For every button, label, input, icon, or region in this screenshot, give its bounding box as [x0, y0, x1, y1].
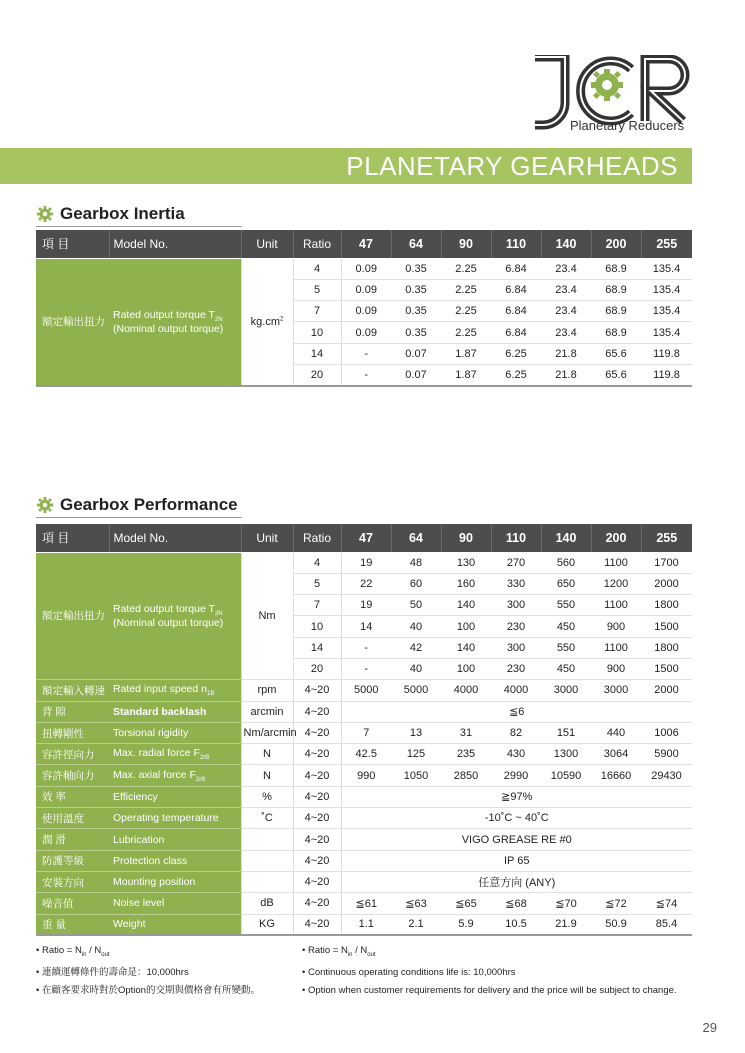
table-row — [36, 258, 692, 279]
header-ratio: Ratio — [293, 524, 341, 552]
row-label-en: Operating temperature — [109, 808, 241, 829]
table-row — [36, 722, 692, 743]
table-row — [36, 850, 692, 871]
page-number: 29 — [702, 1020, 717, 1035]
value-cell: 650 — [541, 573, 591, 594]
row-label-zh: 噪音值 — [36, 893, 109, 914]
value-cell: 23.4 — [541, 258, 591, 279]
value-cell: 2.1 — [391, 914, 441, 935]
ratio-cell: 4 — [293, 552, 341, 573]
value-cell: 300 — [491, 637, 541, 658]
note-ratio: • Ratio = $N_{in} / N_{out}$ — [36, 942, 260, 964]
value-cell: ≦61 — [341, 893, 391, 914]
value-cell: 270 — [491, 552, 541, 573]
value-cell: 100 — [441, 658, 491, 679]
performance-table — [36, 524, 692, 936]
value-cell: 2000 — [641, 573, 692, 594]
value-cell: 990 — [341, 765, 391, 786]
row-label-zh: 額定輸出扭力 — [36, 552, 109, 680]
header-size: 90 — [441, 230, 491, 258]
value-cell: 42.5 — [341, 744, 391, 765]
row-label-en: Rated output torque $T_{2N}$ (Nominal output torque) — [109, 258, 241, 386]
row-label-en: Lubrication — [109, 829, 241, 850]
ratio-cell: 4~20 — [293, 786, 341, 807]
ratio-cell: 4~20 — [293, 893, 341, 914]
value-cell: 13 — [391, 722, 441, 743]
unit-cell — [241, 871, 293, 892]
value-cell: 3064 — [591, 744, 641, 765]
value-cell: 10590 — [541, 765, 591, 786]
ratio-cell: 14 — [293, 637, 341, 658]
value-cell: 3000 — [541, 680, 591, 701]
table-row — [36, 829, 692, 850]
ratio-cell: 4~20 — [293, 808, 341, 829]
value-cell: 6.84 — [491, 301, 541, 322]
value-cell: 0.09 — [341, 301, 391, 322]
value-cell: 60 — [391, 573, 441, 594]
table-row — [36, 871, 692, 892]
value-cell: 1.1 — [341, 914, 391, 935]
value-cell: 140 — [441, 637, 491, 658]
row-label-zh: 額定輸入轉速 — [36, 680, 109, 701]
header-size: 47 — [341, 230, 391, 258]
value-cell: 65.6 — [591, 364, 641, 385]
row-label-en: Noise level — [109, 893, 241, 914]
value-cell: 140 — [441, 595, 491, 616]
value-cell: 42 — [391, 637, 441, 658]
unit-cell: arcmin — [241, 701, 293, 722]
ratio-cell: 14 — [293, 343, 341, 364]
value-cell: 40 — [391, 658, 441, 679]
ratio-cell: 7 — [293, 595, 341, 616]
unit-cell: N — [241, 744, 293, 765]
value-cell: ≦63 — [391, 893, 441, 914]
table-row — [36, 893, 692, 914]
ratio-cell: 5 — [293, 573, 341, 594]
gear-icon — [36, 205, 54, 223]
value-cell: 16660 — [591, 765, 641, 786]
table-row — [36, 765, 692, 786]
value-cell: 2000 — [641, 680, 692, 701]
value-cell: 2.25 — [441, 322, 491, 343]
value-cell: 1006 — [641, 722, 692, 743]
header-unit: Unit — [241, 230, 293, 258]
value-cell: 5900 — [641, 744, 692, 765]
value-cell: 135.4 — [641, 322, 692, 343]
header-item: 項 目 — [36, 230, 109, 258]
ratio-cell: 4~20 — [293, 744, 341, 765]
unit-cell: N — [241, 765, 293, 786]
value-cell: 21.8 — [541, 343, 591, 364]
span-value-cell: ≧97% — [341, 786, 692, 807]
value-cell: 1.87 — [441, 364, 491, 385]
row-label-zh: 額定輸出扭力 — [36, 258, 109, 386]
header-size: 110 — [491, 524, 541, 552]
value-cell: 900 — [591, 616, 641, 637]
value-cell: 7 — [341, 722, 391, 743]
ratio-cell: 20 — [293, 658, 341, 679]
value-cell: 1800 — [641, 595, 692, 616]
value-cell: 1.87 — [441, 343, 491, 364]
header-size: 90 — [441, 524, 491, 552]
value-cell: 135.4 — [641, 301, 692, 322]
value-cell: 21.9 — [541, 914, 591, 935]
value-cell: 82 — [491, 722, 541, 743]
ratio-cell: 10 — [293, 616, 341, 637]
ratio-cell: 4~20 — [293, 765, 341, 786]
span-value-cell: 任意方向 (ANY) — [341, 871, 692, 892]
ratio-cell: 7 — [293, 301, 341, 322]
span-value-cell: VIGO GREASE RE #0 — [341, 829, 692, 850]
ratio-cell: 4~20 — [293, 871, 341, 892]
header-size: 255 — [641, 230, 692, 258]
value-cell: ≦65 — [441, 893, 491, 914]
value-cell: 0.35 — [391, 258, 441, 279]
value-cell: 4000 — [441, 680, 491, 701]
row-label-zh: 重 量 — [36, 914, 109, 935]
value-cell: 2.25 — [441, 279, 491, 300]
header-size: 47 — [341, 524, 391, 552]
unit-cell — [241, 850, 293, 871]
value-cell: ≦68 — [491, 893, 541, 914]
section-underline — [36, 517, 242, 518]
value-cell: 1300 — [541, 744, 591, 765]
header-size: 200 — [591, 524, 641, 552]
table-header-row — [36, 524, 692, 552]
value-cell: 19 — [341, 595, 391, 616]
value-cell: ≦72 — [591, 893, 641, 914]
section-title-text: Gearbox Performance — [60, 495, 238, 514]
value-cell: 1700 — [641, 552, 692, 573]
value-cell: 1200 — [591, 573, 641, 594]
value-cell: 23.4 — [541, 301, 591, 322]
value-cell: 2.25 — [441, 258, 491, 279]
inertia-table — [36, 230, 692, 387]
value-cell: 14 — [341, 616, 391, 637]
row-label-en: Max. axial force $F_{2rB}$ — [109, 765, 241, 786]
row-label-en: Protection class — [109, 850, 241, 871]
unit-cell: Nm — [241, 552, 293, 680]
header-size: 64 — [391, 524, 441, 552]
table-header-row — [36, 230, 692, 258]
value-cell: 68.9 — [591, 279, 641, 300]
section-title-text: Gearbox Inertia — [60, 204, 185, 223]
value-cell: 22 — [341, 573, 391, 594]
value-cell: 5000 — [391, 680, 441, 701]
row-label-en: Max. radial force $F_{2rB}$ — [109, 744, 241, 765]
value-cell: 68.9 — [591, 322, 641, 343]
value-cell: 430 — [491, 744, 541, 765]
unit-cell: $kg.cm^2$ — [241, 258, 293, 386]
value-cell: 560 — [541, 552, 591, 573]
value-cell: 68.9 — [591, 301, 641, 322]
value-cell: 130 — [441, 552, 491, 573]
header-model: Model No. — [109, 524, 241, 552]
value-cell: 48 — [391, 552, 441, 573]
logo-subtitle: Planetary Reducers — [570, 118, 685, 133]
value-cell: 0.09 — [341, 258, 391, 279]
span-value-cell: IP 65 — [341, 850, 692, 871]
span-value-cell: ≦6 — [341, 701, 692, 722]
value-cell: 440 — [591, 722, 641, 743]
value-cell: 300 — [491, 595, 541, 616]
ratio-cell: 5 — [293, 279, 341, 300]
row-label-en: Efficiency — [109, 786, 241, 807]
value-cell: 4000 — [491, 680, 541, 701]
table-row — [36, 914, 692, 935]
value-cell: 151 — [541, 722, 591, 743]
ratio-cell: 20 — [293, 364, 341, 385]
unit-cell: ˚C — [241, 808, 293, 829]
value-cell: 6.25 — [491, 364, 541, 385]
row-label-en: Mounting position — [109, 871, 241, 892]
value-cell: 23.4 — [541, 279, 591, 300]
title-banner — [0, 148, 692, 184]
value-cell: 2990 — [491, 765, 541, 786]
value-cell: 6.84 — [491, 322, 541, 343]
ratio-cell: 4~20 — [293, 829, 341, 850]
ratio-cell: 4~20 — [293, 680, 341, 701]
section-underline — [36, 226, 242, 227]
note-life: • 連續運轉條件的壽命是：10,000hrs — [36, 964, 260, 982]
value-cell: 40 — [391, 616, 441, 637]
table-row — [36, 701, 692, 722]
value-cell: 1100 — [591, 637, 641, 658]
value-cell: 135.4 — [641, 258, 692, 279]
value-cell: 50.9 — [591, 914, 641, 935]
banner-title: PLANETARY GEARHEADS — [346, 151, 678, 181]
ratio-cell: 4~20 — [293, 850, 341, 871]
unit-cell: rpm — [241, 680, 293, 701]
header-ratio: Ratio — [293, 230, 341, 258]
row-label-en: Standard backlash — [109, 701, 241, 722]
value-cell: 10.5 — [491, 914, 541, 935]
gear-icon — [36, 496, 54, 514]
value-cell: 1500 — [641, 658, 692, 679]
notes-left — [36, 942, 260, 1000]
ratio-cell: 4~20 — [293, 701, 341, 722]
value-cell: ≦74 — [641, 893, 692, 914]
value-cell: 6.84 — [491, 258, 541, 279]
row-label-zh: 潤 滑 — [36, 829, 109, 850]
value-cell: 125 — [391, 744, 441, 765]
table-row — [36, 680, 692, 701]
section-title-inertia — [36, 202, 185, 226]
value-cell: 0.09 — [341, 279, 391, 300]
value-cell: 450 — [541, 616, 591, 637]
value-cell: 23.4 — [541, 322, 591, 343]
header-size: 110 — [491, 230, 541, 258]
value-cell: 5.9 — [441, 914, 491, 935]
value-cell: 0.35 — [391, 301, 441, 322]
value-cell: - — [341, 364, 391, 385]
row-label-zh: 容許軸向力 — [36, 765, 109, 786]
value-cell: 119.8 — [641, 343, 692, 364]
header-unit: Unit — [241, 524, 293, 552]
value-cell: 68.9 — [591, 258, 641, 279]
value-cell: 135.4 — [641, 279, 692, 300]
header-size: 255 — [641, 524, 692, 552]
value-cell: 100 — [441, 616, 491, 637]
value-cell: 1100 — [591, 552, 641, 573]
ratio-cell: 4 — [293, 258, 341, 279]
note-life: • Continuous operating conditions life is: 10,000hrs — [302, 964, 677, 982]
row-label-zh: 扭轉剛性 — [36, 722, 109, 743]
note-ratio: • Ratio = $N_{in} / N_{out}$ — [302, 942, 677, 964]
value-cell: 230 — [491, 658, 541, 679]
value-cell: 65.6 — [591, 343, 641, 364]
value-cell: 119.8 — [641, 364, 692, 385]
value-cell: ≦70 — [541, 893, 591, 914]
value-cell: 29430 — [641, 765, 692, 786]
value-cell: 0.35 — [391, 322, 441, 343]
value-cell: 1100 — [591, 595, 641, 616]
value-cell: 0.09 — [341, 322, 391, 343]
value-cell: 0.07 — [391, 343, 441, 364]
row-label-en: Rated output torque $T_{2N}$ (Nominal output torque) — [109, 552, 241, 680]
table-row — [36, 744, 692, 765]
value-cell: 330 — [491, 573, 541, 594]
value-cell: 900 — [591, 658, 641, 679]
span-value-cell: -10˚C ~ 40˚C — [341, 808, 692, 829]
value-cell: 3000 — [591, 680, 641, 701]
row-label-zh: 背 隙 — [36, 701, 109, 722]
header-size: 140 — [541, 230, 591, 258]
section-title-performance — [36, 493, 238, 517]
ratio-cell: 4~20 — [293, 914, 341, 935]
value-cell: 160 — [441, 573, 491, 594]
row-label-zh: 容許徑向力 — [36, 744, 109, 765]
value-cell: 230 — [491, 616, 541, 637]
value-cell: 1050 — [391, 765, 441, 786]
value-cell: 235 — [441, 744, 491, 765]
value-cell: - — [341, 658, 391, 679]
table-row — [36, 808, 692, 829]
header-size: 140 — [541, 524, 591, 552]
unit-cell: % — [241, 786, 293, 807]
value-cell: 450 — [541, 658, 591, 679]
value-cell: 85.4 — [641, 914, 692, 935]
value-cell: 1800 — [641, 637, 692, 658]
header-item: 項 目 — [36, 524, 109, 552]
table-row — [36, 786, 692, 807]
value-cell: 5000 — [341, 680, 391, 701]
value-cell: - — [341, 637, 391, 658]
table-row — [36, 552, 692, 573]
value-cell: 21.8 — [541, 364, 591, 385]
value-cell: - — [341, 343, 391, 364]
value-cell: 550 — [541, 595, 591, 616]
note-option: • Option when customer requirements for delivery and the price will be subject to change. — [302, 982, 677, 1000]
note-option: • 在顧客要求時對於Option的交期與價格會有所變動。 — [36, 982, 260, 1000]
value-cell: 6.25 — [491, 343, 541, 364]
row-label-en: Torsional rigidity — [109, 722, 241, 743]
unit-cell — [241, 829, 293, 850]
value-cell: 550 — [541, 637, 591, 658]
value-cell: 19 — [341, 552, 391, 573]
ratio-cell: 10 — [293, 322, 341, 343]
row-label-zh: 效 率 — [36, 786, 109, 807]
ratio-cell: 4~20 — [293, 722, 341, 743]
header-size: 64 — [391, 230, 441, 258]
value-cell: 2.25 — [441, 301, 491, 322]
row-label-zh: 使用溫度 — [36, 808, 109, 829]
value-cell: 2850 — [441, 765, 491, 786]
value-cell: 50 — [391, 595, 441, 616]
row-label-en: Rated input speed $n_{1B}$ — [109, 680, 241, 701]
header-size: 200 — [591, 230, 641, 258]
value-cell: 0.35 — [391, 279, 441, 300]
unit-cell: dB — [241, 893, 293, 914]
unit-cell: Nm/arcmin — [241, 722, 293, 743]
value-cell: 0.07 — [391, 364, 441, 385]
value-cell: 1500 — [641, 616, 692, 637]
value-cell: 6.84 — [491, 279, 541, 300]
unit-cell: KG — [241, 914, 293, 935]
notes-right — [302, 942, 677, 1000]
value-cell: 31 — [441, 722, 491, 743]
row-label-zh: 安裝方向 — [36, 871, 109, 892]
header-model: Model No. — [109, 230, 241, 258]
row-label-en: Weight — [109, 914, 241, 935]
row-label-zh: 防護等級 — [36, 850, 109, 871]
